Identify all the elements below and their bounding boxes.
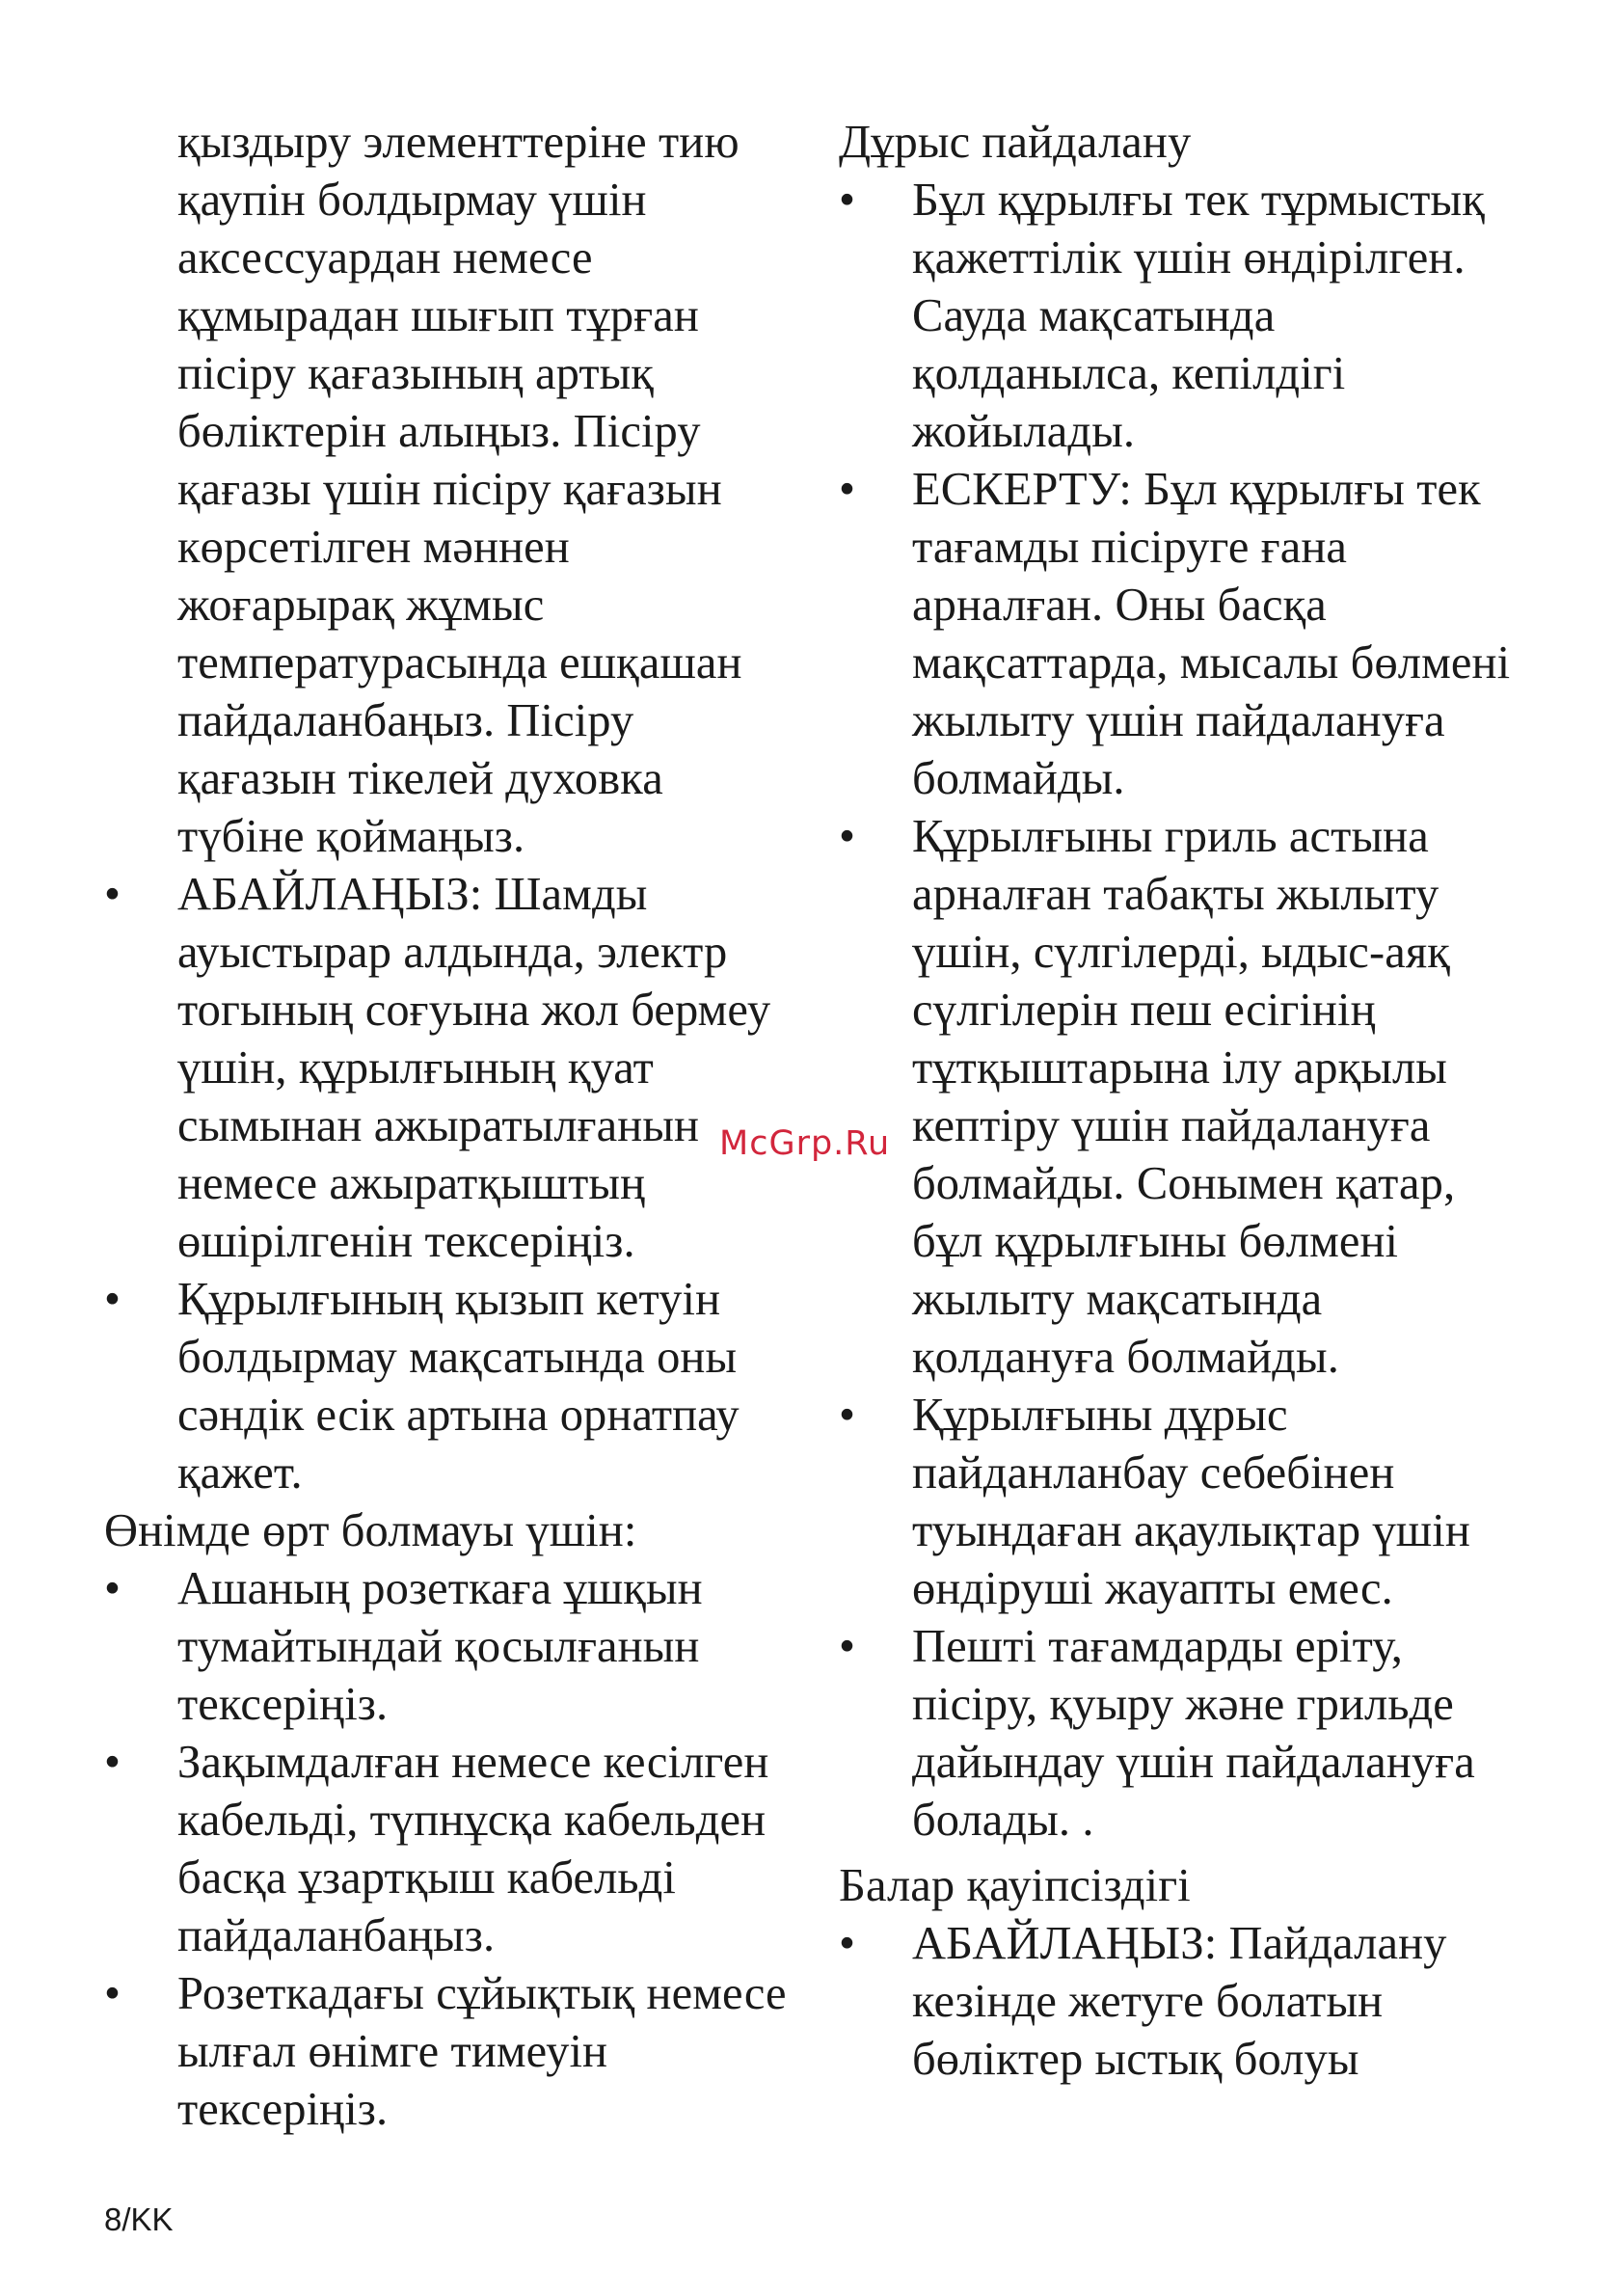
list-item bbox=[104, 1734, 798, 1965]
correct-usage-list bbox=[839, 172, 1533, 1850]
list-item-text: Құрылғыны гриль астына арналған табақты жылыту үшін, сүлгілерді, ыдыс-аяқ сүлгілерін пеш есігінің тұтқыштарына ілу арқылы кептіру үшін пайдалануға болмайды. Сонымен қатар, бұл құрылғыны бөлмені жылыту мақсатында қолдануға болмайды. bbox=[912, 811, 1456, 1383]
list-item-text: Құрылғыны дұрыс пайданланбау себебінен туындаған ақаулықтар үшін өндіруші жауапты емес. bbox=[912, 1390, 1470, 1614]
child-safety-heading: Балар қауіпсіздігі bbox=[839, 1860, 1191, 1911]
bullet-icon: • bbox=[104, 869, 121, 920]
left-column bbox=[104, 114, 798, 2139]
list-item-text: Розеткадағы сұйықтық немесе ылғал өнімге тимеуін тексеріңіз. bbox=[177, 1968, 787, 2135]
bullet-icon: • bbox=[839, 1918, 856, 1969]
fire-safety-list bbox=[104, 1560, 798, 2139]
bullet-icon: • bbox=[839, 175, 856, 226]
correct-usage-heading: Дұрыс пайдалану bbox=[839, 117, 1192, 168]
list-item bbox=[839, 1387, 1533, 1618]
list-item bbox=[104, 1965, 798, 2139]
page-number: 8/KK bbox=[104, 2201, 174, 2237]
list-item-text: АБАЙЛАҢЫЗ: Шамды ауыстырар алдында, электр тогының соғуына жол бермеу үшін, құрылғының қуат сымынан ажыратылғанын немесе ажыратқыштың өшірілгенін тексеріңіз. bbox=[177, 869, 771, 1267]
bullet-icon: • bbox=[104, 1274, 121, 1325]
bullet-icon: • bbox=[839, 1621, 856, 1672]
list-item bbox=[839, 172, 1533, 461]
list-item-text: Құрылғының қызып кетуін болдырмау мақсатында оны сәндік есік артына орнатпау қажет. bbox=[177, 1274, 740, 1499]
bullet-icon: • bbox=[104, 1737, 121, 1788]
list-item-text: Пешті тағамдарды еріту, пісіру, қуыру және грильде дайындау үшін пайдалануға болады. . bbox=[912, 1621, 1475, 1846]
continuation-paragraph: қыздыру элементтеріне тию қаупін болдырмау үшін аксессуардан немесе құмырадан шығып тұрған пісіру қағазының артық бөліктерін алыңыз. Пісіру қағазы үшін пісіру қағазын көрсетілген мәннен жоғарырақ жұмыс температурасында ешқашан пайдаланбаңыз. Пісіру қағазын тікелей духовка түбіне қоймаңыз. bbox=[177, 117, 742, 862]
list-item bbox=[104, 1271, 798, 1502]
bullet-icon: • bbox=[839, 811, 856, 862]
bullet-icon: • bbox=[839, 1390, 856, 1441]
fire-safety-heading: Өнімде өрт болмауы үшін: bbox=[104, 1505, 637, 1556]
list-item-text: ЕСКЕРТУ: Бұл құрылғы тек тағамды пісіруге ғана арналған. Оны басқа мақсаттарда, мысалы бөлмені жылыту үшін пайдалануға болмайды. bbox=[912, 464, 1511, 804]
right-column bbox=[839, 114, 1533, 2089]
list-item-text: АБАЙЛАҢЫЗ: Пайдалану кезінде жетуге болатын бөліктер ыстық болуы bbox=[912, 1918, 1447, 2085]
list-item bbox=[839, 1618, 1533, 1850]
bullet-icon: • bbox=[839, 464, 856, 515]
list-item bbox=[839, 1915, 1533, 2089]
list-item bbox=[104, 866, 798, 1271]
warning-list bbox=[104, 866, 798, 1502]
list-item-text: Бұл құрылғы тек тұрмыстық қажеттілік үшін өндірілген. Сауда мақсатында қолданылса, кепілдігі жойылады. bbox=[912, 175, 1485, 457]
child-safety-list bbox=[839, 1915, 1533, 2089]
list-item bbox=[839, 808, 1533, 1387]
list-item bbox=[839, 461, 1533, 808]
list-item-text: Ашаның розеткаға ұшқын тумайтындай қосылғанын тексеріңіз. bbox=[177, 1563, 703, 1730]
list-item bbox=[104, 1560, 798, 1734]
bullet-icon: • bbox=[104, 1968, 121, 2019]
list-item-text: Зақымдалған немесе кесілген кабельді, түпнұсқа кабельден басқа ұзартқыш кабельді пайдаланбаңыз. bbox=[177, 1737, 769, 1961]
bullet-icon: • bbox=[104, 1563, 121, 1614]
watermark: McGrp.Ru bbox=[719, 1124, 891, 1163]
